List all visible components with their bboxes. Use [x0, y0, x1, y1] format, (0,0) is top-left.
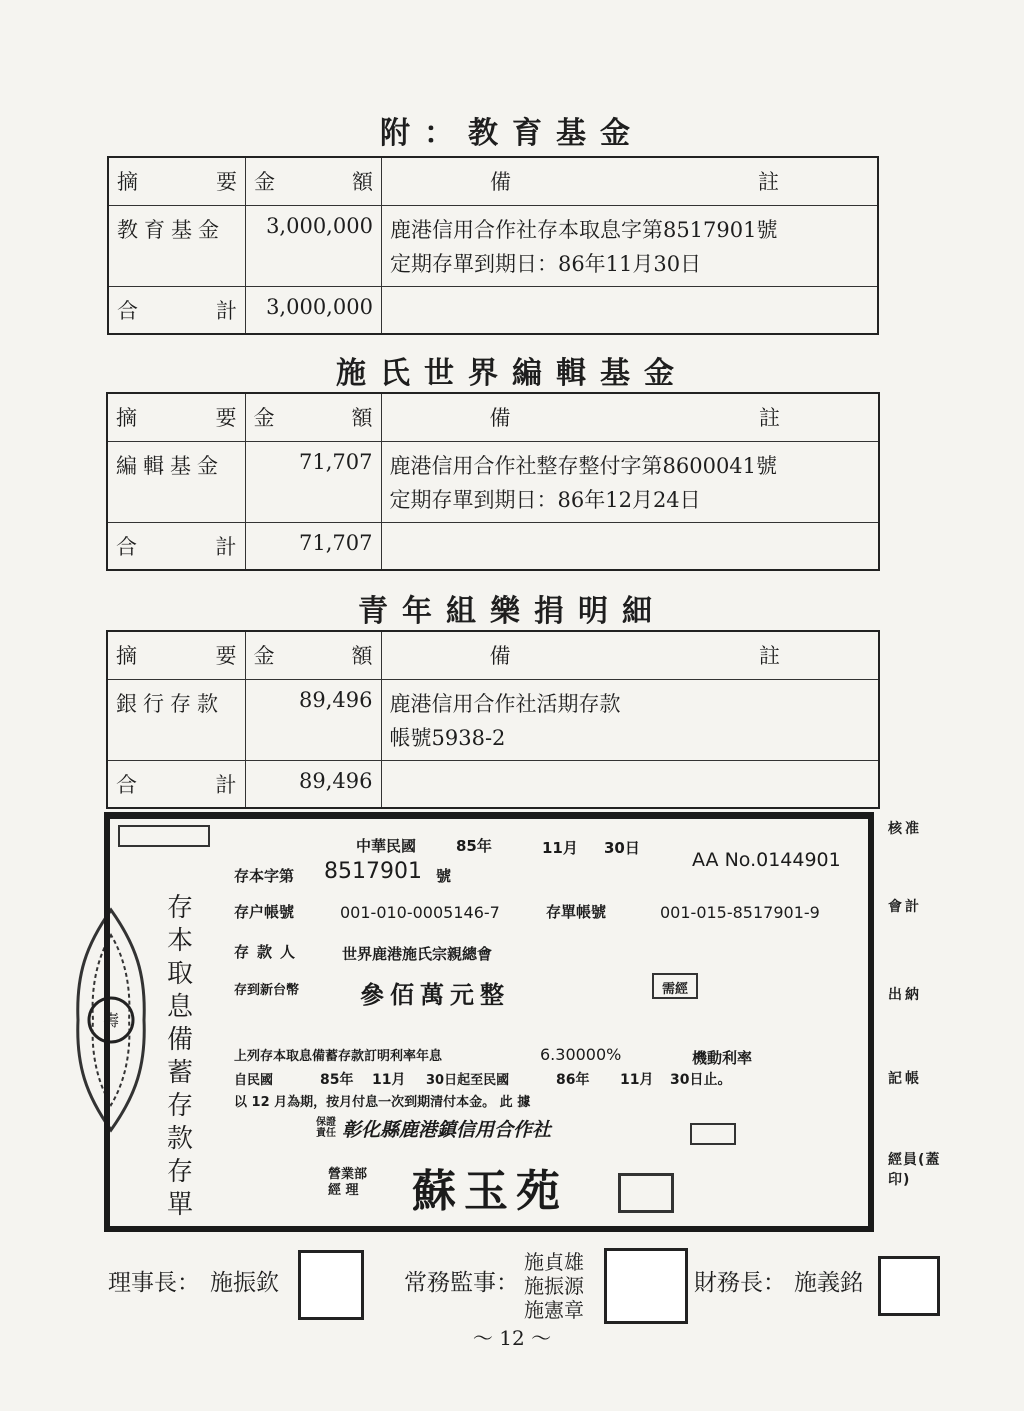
cert-rate-type: 機動利率: [692, 1049, 753, 1067]
row-note-line1: 鹿港信用合作社活期存款: [389, 691, 621, 716]
cert-certificate-account-number: 001-015-8517901-9: [660, 903, 820, 922]
row-amount: 89,496: [245, 679, 381, 760]
cert-issuer-stamp: [690, 1123, 736, 1145]
header-note-b: 註: [759, 644, 780, 668]
table-total-row: [107, 522, 879, 570]
header-summary-a: 摘: [116, 644, 137, 668]
chairman-seal-icon: [298, 1250, 364, 1320]
cert-terms-month1: 11月: [372, 1072, 406, 1088]
header-summary-b: 要: [216, 170, 238, 194]
row-note-line1: 鹿港信用合作社存本取息字第8517901號: [389, 217, 778, 242]
total-amount: 89,496: [245, 760, 381, 808]
treasurer-label: 財務長：: [694, 1270, 786, 1296]
total-label-b: 計: [215, 772, 237, 797]
cert-terms-month2: 11月: [620, 1072, 654, 1088]
row-summary: 編輯基金: [107, 441, 245, 522]
header-amount-b: 額: [351, 170, 373, 194]
row-amount: 3,000,000: [246, 205, 382, 286]
table-row: [107, 441, 879, 522]
header-amount-b: 額: [351, 406, 373, 430]
cert-small-stamp: 需經: [652, 973, 698, 999]
header-amount-b: 額: [351, 644, 373, 668]
total-label-a: 合: [117, 298, 138, 323]
table-header-row: [108, 157, 878, 205]
cert-depositor-label: 存款人: [234, 943, 304, 961]
cert-amount-label: 存到新台幣: [234, 983, 300, 998]
row-note-line2: 帳號5938-2: [389, 725, 506, 750]
cert-rate: 6.30000%: [540, 1045, 622, 1064]
cert-account-label: 存户帳號: [234, 903, 295, 921]
treasurer-seal-icon: [878, 1256, 940, 1316]
supervisor-name-3: 施憲章: [524, 1298, 584, 1322]
section-title-education-fund: 附：教育基金: [380, 116, 644, 151]
chairman-name: 施振欽: [210, 1270, 279, 1296]
header-amount-a: 金: [253, 406, 275, 430]
cert-date-day: 30日: [604, 839, 640, 857]
cert-terms-year1: 85年: [320, 1072, 354, 1088]
side-label-cashier: 出納: [888, 987, 922, 1003]
certificate-vertical-title: 存本取息備蓄存款存單: [166, 893, 193, 1220]
education-fund-table: [107, 156, 879, 335]
supervisor-label: 常務監事：: [404, 1270, 519, 1296]
table-total-row: [108, 286, 878, 334]
table-header-row: [107, 631, 879, 679]
cert-depositor: 世界鹿港施氏宗親總會: [342, 945, 493, 963]
side-label-accounting: 會計: [888, 899, 922, 915]
header-note-b: 註: [759, 406, 780, 430]
header-amount-a: 金: [253, 644, 275, 668]
cert-number: AA No.0144901: [692, 849, 841, 871]
section-title-youth-donation: 青年組樂捐明細: [358, 594, 666, 629]
cert-account-number: 001-010-0005146-7: [340, 903, 500, 922]
row-note-line1: 鹿港信用合作社整存整付字第8600041號: [389, 453, 778, 478]
cert-terms-year2: 86年: [556, 1072, 590, 1088]
header-note-a: 備: [489, 170, 511, 194]
header-summary-a: 摘: [116, 406, 137, 430]
row-note-line2: 定期存單到期日：86年11月30日: [389, 251, 702, 276]
header-summary-a: 摘: [117, 170, 138, 194]
supervisor-seal-icon: [604, 1248, 688, 1324]
header-note-a: 備: [489, 644, 511, 668]
deposit-certificate: [104, 812, 874, 1232]
table-total-row: [107, 760, 879, 808]
editing-fund-table: [106, 392, 880, 571]
total-label-b: 計: [215, 534, 237, 559]
cert-word-number: 8517901: [324, 859, 422, 884]
supervisor-name-1: 施貞雄: [524, 1250, 584, 1274]
header-summary-b: 要: [215, 406, 237, 430]
chairman-label: 理事長：: [108, 1270, 200, 1296]
section-title-editing-fund: 施氏世界編輯基金: [336, 356, 688, 391]
cert-manager-label: 營業部 經 理: [328, 1167, 368, 1198]
side-label-approve: 核准: [888, 821, 922, 837]
header-note-b: 註: [758, 170, 779, 194]
side-label-bookkeeping: 記帳: [888, 1071, 922, 1087]
row-summary: 銀行存款: [107, 679, 245, 760]
cert-certificate-account-label: 存單帳號: [546, 903, 607, 921]
total-label-b: 計: [216, 298, 238, 323]
cert-word-label: 存本字第: [234, 867, 295, 885]
cert-amount-text: 參佰萬元整: [360, 981, 510, 1009]
header-note-a: 備: [489, 406, 511, 430]
table-row: [108, 205, 878, 286]
cert-date-month: 11月: [542, 839, 578, 857]
row-note-line2: 定期存單到期日：86年12月24日: [389, 487, 701, 512]
cert-date-label: 中華民國: [356, 837, 417, 855]
row-amount: 71,707: [245, 441, 381, 522]
cert-manager-seal: [618, 1173, 674, 1213]
total-label-a: 合: [116, 772, 137, 797]
cert-word-suffix: 號: [436, 867, 452, 885]
certificate-header-stamp: [118, 825, 210, 847]
cert-issuer-note: 保證 責任: [316, 1117, 336, 1139]
cert-manager-signature: 蘇玉苑: [412, 1166, 568, 1217]
table-row: [107, 679, 879, 760]
cert-terms-line1: 上列存本取息備蓄存款訂明利率年息: [234, 1049, 443, 1064]
cert-terms-day2: 30日止。: [670, 1072, 732, 1088]
total-amount: 3,000,000: [246, 286, 382, 334]
cert-terms-day1: 30日起至民國: [426, 1073, 510, 1088]
youth-donation-table: [106, 630, 880, 809]
cert-terms-from: 自民國: [234, 1073, 274, 1088]
page-number: ～ 12 ～: [472, 1326, 552, 1350]
total-label-a: 合: [116, 534, 137, 559]
supervisor-name-2: 施振源: [524, 1274, 584, 1298]
side-label-clerk: 經員(蓋印): [888, 1152, 941, 1188]
total-amount: 71,707: [245, 522, 381, 570]
header-amount-a: 金: [254, 170, 276, 194]
svg-text:壽: 壽: [102, 1011, 120, 1030]
header-summary-b: 要: [215, 644, 237, 668]
cert-date-year: 85年: [456, 837, 492, 855]
cert-terms-line3: 以 12 月為期，按月付息一次到期清付本金。 此 據: [234, 1095, 531, 1110]
treasurer-name: 施義銘: [794, 1270, 863, 1296]
table-header-row: [107, 393, 879, 441]
cert-issuer: 彰化縣鹿港鎮信用合作社: [342, 1119, 552, 1141]
row-summary: 教育基金: [108, 205, 246, 286]
